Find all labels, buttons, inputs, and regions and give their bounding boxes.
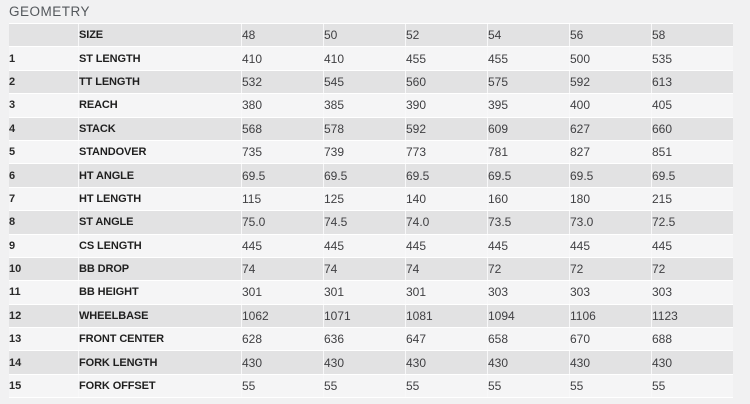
value-cell: 69.5	[651, 164, 733, 186]
value-cell: 73.0	[569, 211, 651, 233]
row-number-cell: 4	[9, 118, 78, 140]
row-number-cell: 7	[9, 188, 78, 210]
row-label-cell: TT LENGTH	[78, 71, 241, 93]
row-label-cell: HT LENGTH	[78, 188, 241, 210]
value-cell: 1123	[651, 305, 733, 327]
row-label-cell: CS LENGTH	[78, 235, 241, 257]
value-cell: 430	[323, 351, 405, 373]
table-row	[9, 235, 733, 257]
row-number-cell: 14	[9, 351, 78, 373]
value-cell: 430	[651, 351, 733, 373]
row-label-cell: BB HEIGHT	[78, 281, 241, 303]
value-cell: 609	[487, 118, 569, 140]
row-label-cell: FORK LENGTH	[78, 351, 241, 373]
value-cell: 160	[487, 188, 569, 210]
row-number-cell: 2	[9, 71, 78, 93]
row-label-cell: STACK	[78, 118, 241, 140]
table-row	[9, 281, 733, 303]
value-cell: 74.5	[323, 211, 405, 233]
row-number-cell: 1	[9, 47, 78, 69]
value-cell: 72	[651, 258, 733, 280]
value-cell: 578	[323, 118, 405, 140]
value-cell: 445	[241, 235, 323, 257]
row-label-cell: ST ANGLE	[78, 211, 241, 233]
row-label-cell: HT ANGLE	[78, 164, 241, 186]
table-row	[9, 258, 733, 280]
value-cell: 1106	[569, 305, 651, 327]
value-cell: 180	[569, 188, 651, 210]
value-cell: 660	[651, 118, 733, 140]
value-cell: 303	[569, 281, 651, 303]
value-cell: 647	[405, 328, 487, 350]
value-cell: 125	[323, 188, 405, 210]
value-cell: 55	[323, 375, 405, 397]
value-cell: 115	[241, 188, 323, 210]
value-cell: 69.5	[323, 164, 405, 186]
row-label-cell: ST LENGTH	[78, 47, 241, 69]
value-cell: 74	[241, 258, 323, 280]
row-number-cell: 12	[9, 305, 78, 327]
value-cell: 390	[405, 94, 487, 116]
value-cell: 303	[651, 281, 733, 303]
size-header-row	[9, 24, 733, 46]
geometry-table-header	[9, 24, 733, 46]
value-cell: 430	[405, 351, 487, 373]
value-cell: 69.5	[487, 164, 569, 186]
value-cell: 688	[651, 328, 733, 350]
value-cell: 568	[241, 118, 323, 140]
value-cell: 301	[323, 281, 405, 303]
value-cell: 430	[241, 351, 323, 373]
table-row	[9, 375, 733, 397]
value-cell: 430	[569, 351, 651, 373]
row-number-cell: 8	[9, 211, 78, 233]
row-label-cell: FRONT CENTER	[78, 328, 241, 350]
value-cell: 430	[487, 351, 569, 373]
value-cell: 500	[569, 47, 651, 69]
value-cell: 301	[241, 281, 323, 303]
value-cell: 739	[323, 141, 405, 163]
value-cell: 613	[651, 71, 733, 93]
value-cell: 72	[487, 258, 569, 280]
value-cell: 303	[487, 281, 569, 303]
value-cell: 74	[405, 258, 487, 280]
value-cell: 1081	[405, 305, 487, 327]
value-cell: 55	[405, 375, 487, 397]
value-cell: 395	[487, 94, 569, 116]
value-cell: 1062	[241, 305, 323, 327]
value-cell: 55	[241, 375, 323, 397]
value-cell: 75.0	[241, 211, 323, 233]
table-row	[9, 164, 733, 186]
table-row	[9, 118, 733, 140]
value-cell: 658	[487, 328, 569, 350]
table-row	[9, 71, 733, 93]
value-cell: 74.0	[405, 211, 487, 233]
row-number-cell: 15	[9, 375, 78, 397]
size-label-cell: SIZE	[78, 24, 241, 46]
value-cell: 72.5	[651, 211, 733, 233]
row-number-cell: 13	[9, 328, 78, 350]
table-row	[9, 351, 733, 373]
value-cell: 55	[569, 375, 651, 397]
value-cell: 455	[405, 47, 487, 69]
value-cell: 55	[487, 375, 569, 397]
value-cell: 592	[405, 118, 487, 140]
value-cell: 215	[651, 188, 733, 210]
table-row	[9, 94, 733, 116]
row-label-cell: BB DROP	[78, 258, 241, 280]
geometry-table-body	[9, 47, 733, 397]
value-cell: 74	[323, 258, 405, 280]
value-cell: 627	[569, 118, 651, 140]
table-row	[9, 328, 733, 350]
value-cell: 410	[323, 47, 405, 69]
row-label-cell: REACH	[78, 94, 241, 116]
value-cell: 69.5	[241, 164, 323, 186]
value-cell: 545	[323, 71, 405, 93]
size-value-cell: 56	[569, 24, 651, 46]
value-cell: 445	[487, 235, 569, 257]
size-value-cell: 58	[651, 24, 733, 46]
value-cell: 55	[651, 375, 733, 397]
row-number-cell: 11	[9, 281, 78, 303]
row-label-cell: FORK OFFSET	[78, 375, 241, 397]
value-cell: 380	[241, 94, 323, 116]
table-row	[9, 211, 733, 233]
value-cell: 851	[651, 141, 733, 163]
row-number-header-cell	[9, 24, 78, 46]
value-cell: 455	[487, 47, 569, 69]
value-cell: 385	[323, 94, 405, 116]
row-number-cell: 6	[9, 164, 78, 186]
table-row	[9, 141, 733, 163]
value-cell: 445	[651, 235, 733, 257]
value-cell: 628	[241, 328, 323, 350]
table-row	[9, 188, 733, 210]
value-cell: 405	[651, 94, 733, 116]
value-cell: 532	[241, 71, 323, 93]
value-cell: 445	[323, 235, 405, 257]
row-number-cell: 9	[9, 235, 78, 257]
row-label-cell: WHEELBASE	[78, 305, 241, 327]
size-value-cell: 54	[487, 24, 569, 46]
value-cell: 636	[323, 328, 405, 350]
row-label-cell: STANDOVER	[78, 141, 241, 163]
value-cell: 773	[405, 141, 487, 163]
value-cell: 592	[569, 71, 651, 93]
geometry-table	[9, 23, 733, 398]
size-value-cell: 52	[405, 24, 487, 46]
value-cell: 410	[241, 47, 323, 69]
value-cell: 445	[569, 235, 651, 257]
value-cell: 575	[487, 71, 569, 93]
size-value-cell: 50	[323, 24, 405, 46]
value-cell: 560	[405, 71, 487, 93]
size-value-cell: 48	[241, 24, 323, 46]
value-cell: 1071	[323, 305, 405, 327]
table-row	[9, 47, 733, 69]
geometry-title: GEOMETRY	[9, 4, 91, 19]
value-cell: 1094	[487, 305, 569, 327]
value-cell: 69.5	[405, 164, 487, 186]
value-cell: 73.5	[487, 211, 569, 233]
row-number-cell: 5	[9, 141, 78, 163]
value-cell: 72	[569, 258, 651, 280]
value-cell: 781	[487, 141, 569, 163]
value-cell: 400	[569, 94, 651, 116]
value-cell: 301	[405, 281, 487, 303]
value-cell: 827	[569, 141, 651, 163]
value-cell: 535	[651, 47, 733, 69]
value-cell: 670	[569, 328, 651, 350]
row-number-cell: 3	[9, 94, 78, 116]
value-cell: 735	[241, 141, 323, 163]
value-cell: 445	[405, 235, 487, 257]
value-cell: 140	[405, 188, 487, 210]
value-cell: 69.5	[569, 164, 651, 186]
row-number-cell: 10	[9, 258, 78, 280]
table-row	[9, 305, 733, 327]
